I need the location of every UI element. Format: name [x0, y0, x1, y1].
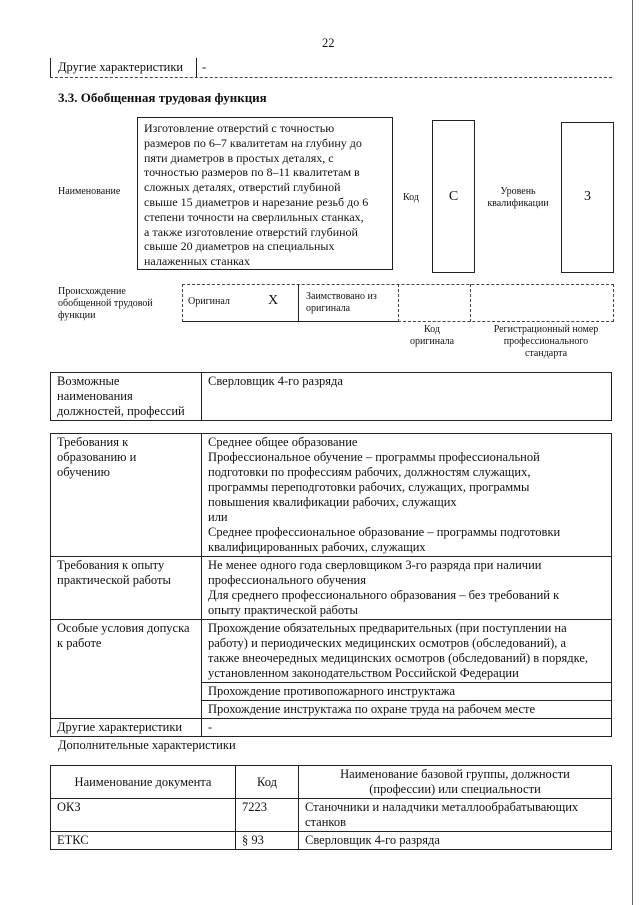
text-line: установленном законодательством Российской Федерации: [208, 666, 519, 680]
positions-table: [50, 372, 612, 421]
divider: [182, 321, 398, 322]
row-name: [299, 832, 612, 850]
additional-table: [50, 765, 612, 850]
name-label: Наименование: [58, 186, 121, 197]
divider: [182, 284, 183, 322]
original-code-caption: [402, 324, 462, 348]
text-line: работу) и периодических медицинских осмотров (обследований), а: [208, 636, 567, 650]
row-doc: ОКЗ: [51, 799, 236, 832]
divider: [613, 284, 614, 322]
text-line: Сверловщик 4-го разряда: [305, 833, 440, 847]
label-line: образованию и: [57, 450, 137, 464]
text-line: Среднее профессиональное образование – программы подготовки: [208, 525, 561, 539]
page-number: 22: [322, 36, 335, 50]
text-line: Станочники и наладчики металлообрабатывающих: [305, 800, 579, 814]
borrowed-label-line: оригинала: [306, 303, 351, 314]
name-line: свыше 15 диаметров и нарезание резьб до 6: [144, 194, 369, 209]
row-doc: ЕТКС: [51, 832, 236, 850]
text-line: или: [208, 510, 228, 524]
label-line: Требования к: [57, 435, 129, 449]
experience-value: [202, 557, 612, 620]
name-line: свыше 20 диаметров на специальных: [144, 239, 335, 254]
label-line: обучению: [57, 465, 110, 479]
divider: [50, 77, 612, 78]
text-line: повышения квалификации рабочих, служащих: [208, 495, 457, 509]
origin-label-line: Происхождение: [58, 286, 126, 297]
label-line: к работе: [57, 636, 102, 650]
origin-row: [182, 284, 614, 322]
special-fire: Прохождение противопожарного инструктажа: [202, 683, 612, 701]
label-line: практической работы: [57, 573, 171, 587]
divider: [470, 284, 471, 322]
requirements-table: [50, 433, 612, 737]
text-line: подготовки по профессиям рабочих, должностям служащих,: [208, 465, 531, 479]
row-code: § 93: [236, 832, 299, 850]
header-line: Наименование базовой группы, должности: [340, 767, 570, 781]
label-line: должностей, профессий: [57, 404, 185, 418]
text-line: Не менее одного года сверловщиком 3-го разряда при наличии: [208, 558, 542, 572]
section-title: 3.3. Обобщенная трудовая функция: [58, 90, 267, 105]
name-line: размеров по 6–7 квалитетам на глубину до: [144, 135, 362, 150]
row-name: [299, 799, 612, 832]
text-line: Среднее общее образование: [208, 435, 358, 449]
other-label: Другие характеристики: [51, 719, 202, 737]
text-line: профессионального обучения: [208, 573, 366, 587]
code-label: Код: [403, 192, 419, 203]
label-line: Особые условия допуска: [57, 621, 190, 635]
text-line: Прохождение обязательных предварительных (при поступлении на: [208, 621, 567, 635]
label-line: наименования: [57, 389, 133, 403]
positions-label: [51, 373, 202, 421]
level-label-line: Уровень: [500, 186, 536, 197]
caption-line: стандарта: [524, 348, 568, 359]
origin-label-line: обобщенной трудовой: [58, 298, 153, 309]
education-label: [51, 434, 202, 557]
special-safety: Прохождение инструктажа по охране труда на рабочем месте: [202, 701, 612, 719]
function-name-box: [137, 117, 393, 270]
text-line: квалифицированных рабочих, служащих: [208, 540, 426, 554]
divider: [398, 284, 399, 322]
divider: [196, 58, 197, 78]
label-line: Требования к опыту: [57, 558, 165, 572]
divider: [298, 284, 299, 322]
name-line: степени точности на сверлильных станках,: [144, 209, 364, 224]
caption-line: Регистрационный номер: [493, 324, 599, 335]
header-name: [299, 766, 612, 799]
code-box: [432, 120, 475, 273]
experience-label: [51, 557, 202, 620]
origin-label-line: функции: [58, 310, 96, 321]
header-code: Код: [236, 766, 299, 799]
text-line: опыту практической работы: [208, 603, 358, 617]
name-line: пяти диаметров в простых деталях, с: [144, 150, 334, 165]
level-label: [482, 186, 554, 210]
caption-line: профессионального: [503, 336, 589, 347]
text-line: программы переподготовки рабочих, служащих, программы: [208, 480, 530, 494]
top-other-value: -: [202, 60, 207, 74]
name-line: Изготовление отверстий с точностью: [144, 121, 335, 135]
code-value: C: [448, 189, 459, 204]
education-value: [202, 434, 612, 557]
positions-value: Сверловщик 4-го разряда: [202, 373, 612, 421]
row-code: 7223: [236, 799, 299, 832]
original-label: Оригинал: [188, 296, 230, 307]
reg-number-caption: [478, 324, 614, 360]
additional-title: Дополнительные характеристики: [58, 738, 236, 752]
level-box: [561, 122, 614, 273]
text-line: Для среднего профессионального образования – без требований к: [208, 588, 560, 602]
name-line: налаженных станках: [144, 254, 250, 269]
name-line: сложных деталях, отверстий глубиной: [144, 180, 341, 195]
divider: [50, 58, 51, 78]
name-line: а также изготовление отверстий глубиной: [144, 224, 358, 239]
other-value: -: [202, 719, 612, 737]
page-edge: [632, 0, 633, 905]
top-other-row: [50, 58, 612, 78]
text-line: станков: [305, 815, 346, 829]
top-other-label: Другие характеристики: [58, 60, 184, 74]
level-value: 3: [584, 189, 591, 204]
borrowed-label: [306, 291, 377, 315]
origin-label: [58, 286, 153, 322]
function-name: [144, 121, 386, 269]
borrowed-label-line: Заимствовано из: [306, 291, 377, 302]
caption-line: Код: [424, 324, 440, 335]
text-line: также внеочередных медицинских осмотров (обследований) в порядке,: [208, 651, 589, 665]
special-medical: [202, 620, 612, 683]
divider: [398, 321, 614, 322]
label-line: Возможные: [57, 374, 120, 388]
text-line: Профессиональное обучение – программы профессиональной: [208, 450, 540, 464]
special-label: [51, 620, 202, 719]
level-label-line: квалификации: [487, 198, 549, 209]
header-doc: Наименование документа: [51, 766, 236, 799]
original-mark: X: [268, 293, 279, 308]
caption-line: оригинала: [409, 336, 455, 347]
name-line: точностью размеров по 8–11 квалитетам в: [144, 165, 360, 180]
header-line: (профессии) или специальности: [369, 782, 541, 796]
